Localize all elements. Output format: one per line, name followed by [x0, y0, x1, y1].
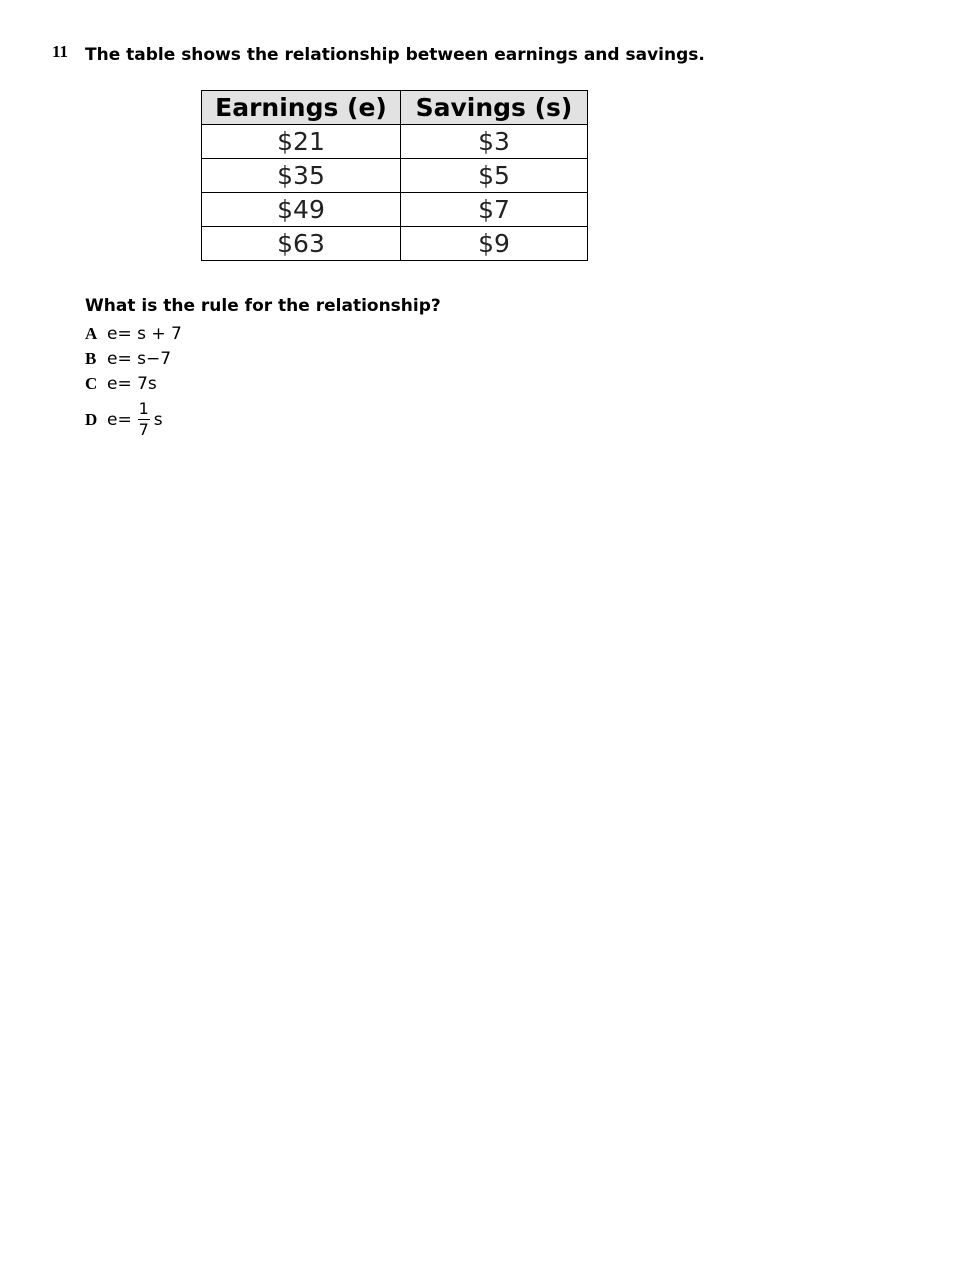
earnings-cell: $21	[202, 125, 401, 159]
choice-prefix: e=	[107, 409, 132, 430]
table-row	[202, 125, 588, 159]
earnings-savings-table	[201, 90, 588, 261]
choice-a[interactable]	[85, 324, 182, 344]
question-number: 11	[52, 42, 69, 61]
choice-text: e= s + 7	[107, 324, 182, 344]
question-stem: The table shows the relationship between earnings and savings.	[85, 45, 705, 65]
choice-c[interactable]	[85, 374, 157, 394]
choice-d[interactable]	[85, 400, 163, 439]
savings-cell: $5	[401, 159, 588, 193]
savings-cell: $3	[401, 125, 588, 159]
fraction-denominator: 7	[138, 420, 149, 439]
earnings-cell: $63	[202, 227, 401, 261]
fraction-numerator: 1	[138, 399, 149, 418]
table-header-row	[202, 91, 588, 125]
choice-letter: D	[85, 409, 98, 429]
earnings-cell: $35	[202, 159, 401, 193]
choice-letter: B	[85, 349, 97, 368]
choice-text: e= 7s	[107, 374, 157, 394]
choice-b[interactable]	[85, 349, 171, 369]
savings-cell: $7	[401, 193, 588, 227]
savings-cell: $9	[401, 227, 588, 261]
header-earnings: Earnings (e)	[202, 91, 401, 125]
table-row	[202, 227, 588, 261]
table-row	[202, 159, 588, 193]
earnings-cell: $49	[202, 193, 401, 227]
choice-letter: C	[85, 374, 98, 393]
choice-text: e= s−7	[107, 349, 172, 369]
choice-letter: A	[85, 324, 98, 343]
choice-suffix: s	[153, 409, 163, 430]
table-row	[202, 193, 588, 227]
fraction	[138, 400, 150, 439]
header-savings: Savings (s)	[401, 91, 588, 125]
question-prompt: What is the rule for the relationship?	[85, 296, 441, 316]
